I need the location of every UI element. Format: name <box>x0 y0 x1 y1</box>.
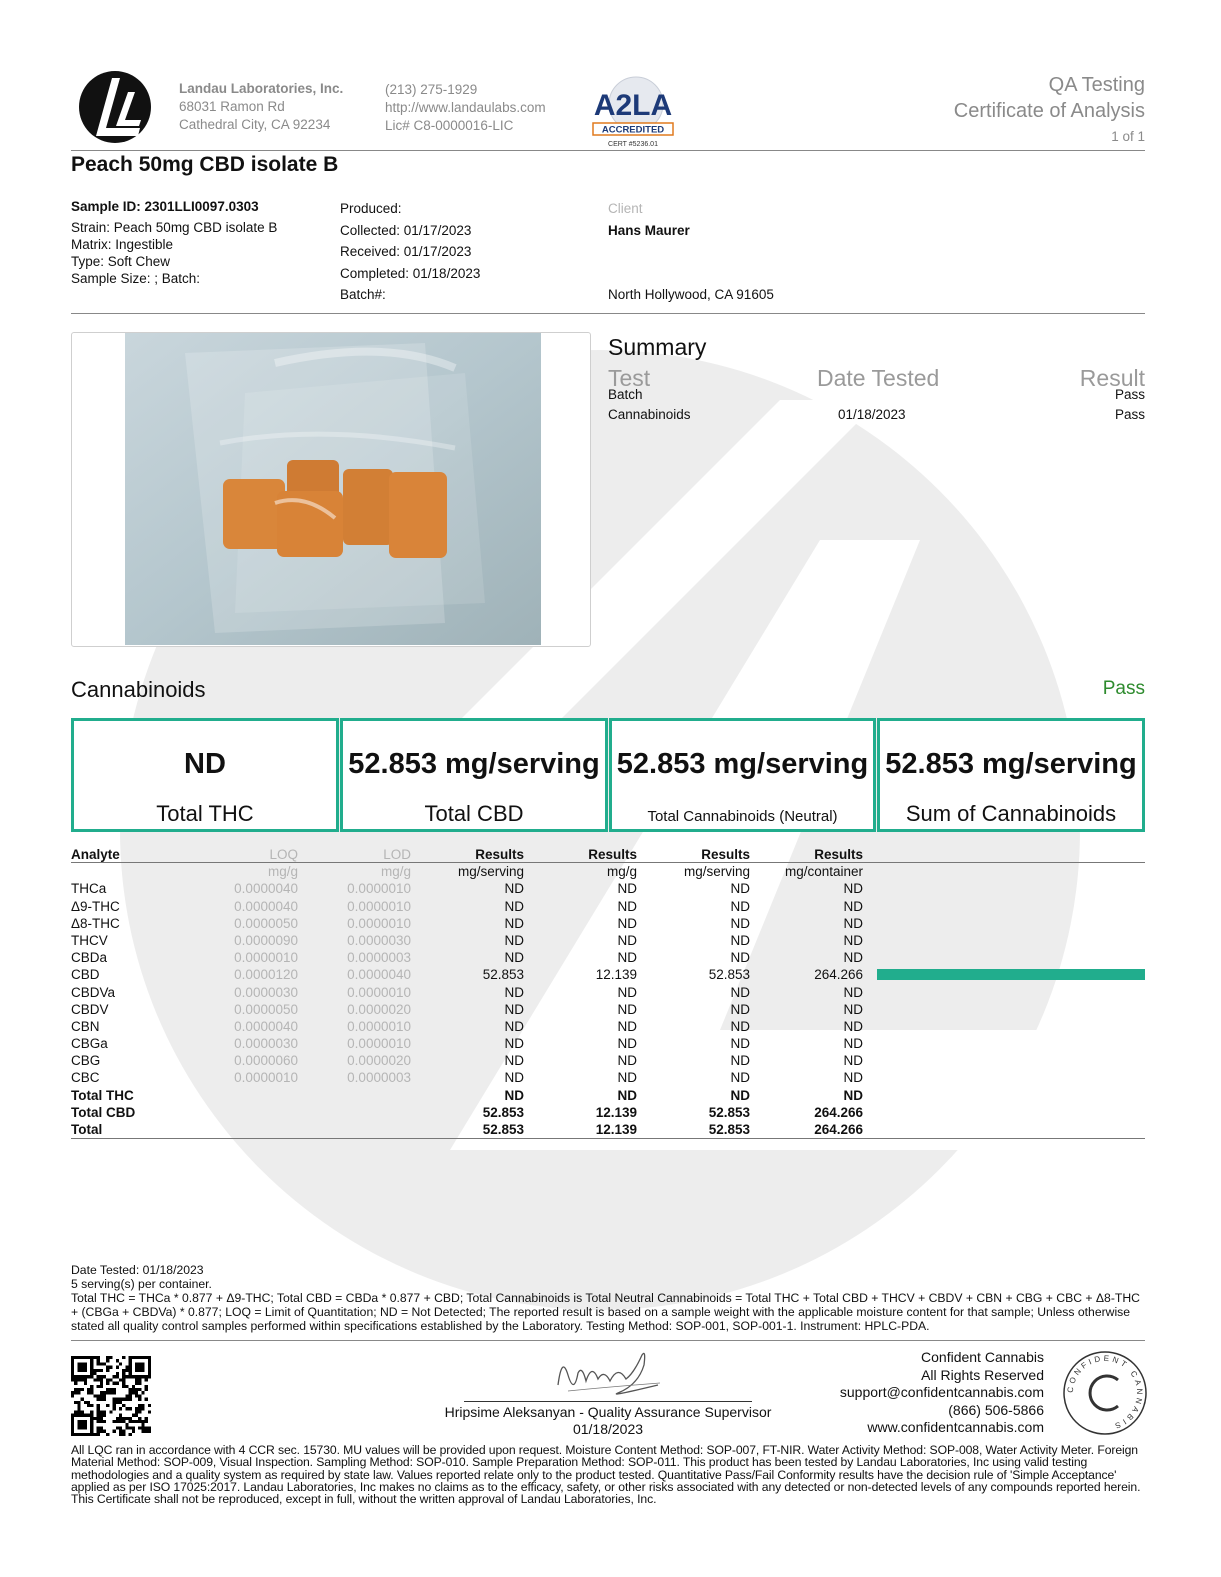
table-cell: 0.0000090 <box>234 932 298 948</box>
total-thc-label: Total THC <box>156 801 254 826</box>
notes-servings: 5 serving(s) per container. <box>71 1277 212 1291</box>
unit-results-2: mg/g <box>606 864 637 880</box>
table-cell: ND <box>730 898 750 914</box>
a2la-mark: A2LA <box>593 89 673 122</box>
cbd-result-bar <box>877 969 1145 980</box>
table-row <box>71 915 1145 932</box>
analyte-name: CBDV <box>71 1001 109 1017</box>
page-number: 1 of 1 <box>1111 129 1145 144</box>
total-cbd-card <box>340 718 608 832</box>
table-cell: ND <box>617 950 637 966</box>
analyte-name: Δ8-THC <box>71 915 120 931</box>
signer-name: Hripsime Aleksanyan - Quality Assurance Supervisor <box>444 1404 772 1420</box>
cannabinoids-status: Pass <box>1102 678 1145 699</box>
client-label: Client <box>608 201 643 216</box>
sample-type: Type: Soft Chew <box>71 254 171 269</box>
table-cell: ND <box>730 1087 750 1103</box>
signer-block <box>420 1404 796 1438</box>
summary-row-batch-result: Pass <box>1114 387 1145 402</box>
table-cell: 0.0000060 <box>234 1053 298 1069</box>
table-cell: ND <box>504 881 524 897</box>
total-cbd-label: Total CBD <box>424 801 524 826</box>
unit-loq: mg/g <box>267 864 298 880</box>
product-photo-frame <box>71 332 591 647</box>
table-cell: ND <box>617 984 637 1000</box>
table-cell: ND <box>504 898 524 914</box>
table-cell: 52.853 <box>708 1104 750 1120</box>
table-cell: ND <box>843 1018 863 1034</box>
table-cell: ND <box>617 881 637 897</box>
sample-dates <box>340 198 480 306</box>
product-title: Peach 50mg CBD isolate B <box>71 153 339 176</box>
table-cell: 12.139 <box>595 967 637 983</box>
table-row <box>71 1052 1145 1069</box>
table-cell: ND <box>617 1036 637 1052</box>
analyte-name: Total THC <box>71 1087 134 1103</box>
table-cell: ND <box>617 1018 637 1034</box>
sample-info <box>71 198 277 287</box>
table-units-row <box>71 863 1145 880</box>
summary-row-cannabinoids-test: Cannabinoids <box>608 407 691 422</box>
table-cell: 0.0000030 <box>347 932 411 948</box>
analyte-name: CBG <box>71 1053 101 1069</box>
unit-results-1: mg/serving <box>457 864 524 880</box>
total-cannabinoids-value: 52.853 mg/serving <box>616 748 869 780</box>
summary-row-cannabinoids-result: Pass <box>1114 407 1145 422</box>
table-cell: ND <box>730 984 750 1000</box>
lab-contact-block <box>385 81 546 135</box>
table-cell: 0.0000020 <box>347 1053 411 1069</box>
table-cell: ND <box>730 915 750 931</box>
client-name: Hans Maurer <box>608 222 690 238</box>
notes-date-tested: Date Tested: 01/18/2023 <box>71 1263 204 1277</box>
confident-cannabis-block <box>840 1349 1044 1437</box>
unit-lod: mg/g <box>380 864 411 880</box>
table-cell: 0.0000050 <box>234 1001 298 1017</box>
cc-seal-text: CONFIDENT CANNABIS <box>1065 1353 1145 1432</box>
table-cell: ND <box>843 898 863 914</box>
table-cell: 0.0000010 <box>347 984 411 1000</box>
analyte-name: CBDVa <box>71 984 116 1000</box>
table-cell: ND <box>504 1053 524 1069</box>
table-cell: 0.0000040 <box>347 967 411 983</box>
table-cell: ND <box>843 915 863 931</box>
summary-header-test: Test <box>608 365 651 391</box>
table-row <box>71 949 1145 966</box>
disclaimer-text: All LQC ran in accordance with 4 CCR sec. 15730. MU values will be provided upon request. Moisture Content Method: SOP-007, FT-NIR. Water Activity Method: SOP-008, Water Activity Meter. Foreign Material Method: SOP-009, Visual Inspection. Sampling Method: SOP-010. Sample Preparation Method: SOP-011. This product has been tested by Landau Laboratories, Inc using valid testing methodologies and a quality system as required by state law. Values reported relate only to the product tested. Quantitative Pass/Fail Conformity results have the decision rule of 'Simple Acceptance' applied as per ISO 17025:2017. Landau Laboratories, Inc makes no claims as to the efficacy, safety, or other risks associated with any detected or non-detected levels of any compounds reported herein. This Certificate shall not be reproduced, except in full, without the written approval of Landau Laboratories, Inc. <box>71 1443 1141 1507</box>
analyte-name: THCV <box>71 932 108 948</box>
sum-cannabinoids-value: 52.853 mg/serving <box>885 748 1137 780</box>
table-cell: 52.853 <box>482 967 524 983</box>
table-cell: ND <box>504 1036 524 1052</box>
received-date: Received: 01/17/2023 <box>340 244 472 259</box>
table-cell: 0.0000030 <box>234 984 298 1000</box>
lab-website[interactable]: http://www.landaulabs.com <box>385 100 546 115</box>
col-lod: LOD <box>383 847 411 862</box>
lab-address-line1: 68031 Ramon Rd <box>179 99 285 114</box>
client-info <box>608 198 774 306</box>
landau-labs-logo <box>78 70 152 144</box>
col-analyte: Analyte <box>71 847 120 862</box>
produced-date: Produced: <box>340 201 402 216</box>
qr-code[interactable] <box>71 1356 151 1436</box>
lab-address-block <box>179 80 343 134</box>
analyte-name: CBC <box>71 1070 100 1086</box>
table-cell: ND <box>843 1070 863 1086</box>
analyte-name: CBN <box>71 1018 100 1034</box>
analyte-name: THCa <box>71 881 107 897</box>
table-cell: 12.139 <box>595 1122 637 1137</box>
table-cell: 264.266 <box>814 967 863 983</box>
table-cell: 0.0000120 <box>234 967 298 983</box>
analyte-name: CBD <box>71 967 100 983</box>
total-thc-value: ND <box>184 748 226 780</box>
confident-cannabis-seal <box>1062 1350 1148 1436</box>
accredited-label: ACCREDITED <box>601 124 665 136</box>
table-row <box>71 1035 1145 1052</box>
cc-name: Confident Cannabis <box>921 1349 1044 1365</box>
table-cell: ND <box>617 1053 637 1069</box>
table-cell: 0.0000010 <box>347 1036 411 1052</box>
collected-date: Collected: 01/17/2023 <box>340 222 472 238</box>
table-cell: 0.0000010 <box>347 1018 411 1034</box>
table-cell: ND <box>843 1087 863 1103</box>
table-cell: 0.0000030 <box>234 1036 298 1052</box>
table-row <box>71 1069 1145 1086</box>
total-cannabinoids-label: Total Cannabinoids (Neutral) <box>647 808 838 825</box>
table-cell: ND <box>617 1001 637 1017</box>
table-cell: ND <box>843 932 863 948</box>
table-cell: ND <box>730 881 750 897</box>
col-results-mg-serving: Results <box>475 847 524 862</box>
table-totals <box>71 1087 1145 1140</box>
table-row <box>71 1001 1145 1018</box>
info-divider <box>71 313 1145 314</box>
table-row <box>71 1121 1145 1138</box>
analyte-name: Total <box>71 1122 103 1137</box>
table-cell: ND <box>730 1070 750 1086</box>
table-header-row <box>71 846 1145 863</box>
table-cell: ND <box>504 950 524 966</box>
cc-phone: (866) 506-5866 <box>948 1401 1044 1418</box>
sample-id: Sample ID: 2301LLI0097.0303 <box>71 199 259 214</box>
notes-divider <box>71 1340 1145 1341</box>
lab-license: Lic# C8-0000016-LIC <box>385 118 514 133</box>
cc-email[interactable]: support@confidentcannabis.com <box>839 1384 1044 1400</box>
table-cell: 12.139 <box>595 1104 637 1120</box>
table-cell: ND <box>730 1053 750 1069</box>
analyte-name: Δ9-THC <box>71 898 120 914</box>
table-cell: ND <box>504 1087 524 1103</box>
summary-row-cannabinoids-date: 01/18/2023 <box>838 407 906 422</box>
header-divider <box>71 150 1145 151</box>
table-cell: ND <box>617 1070 637 1086</box>
analyte-name: CBDa <box>71 950 108 966</box>
table-cell: ND <box>504 915 524 931</box>
cc-website[interactable]: www.confidentcannabis.com <box>867 1419 1044 1435</box>
table-cell: ND <box>617 1087 637 1103</box>
col-results-mg-container: Results <box>814 847 863 862</box>
table-cell: ND <box>504 984 524 1000</box>
table-cell: 52.853 <box>708 1122 750 1137</box>
table-cell: 52.853 <box>482 1122 524 1137</box>
cc-rights: All Rights Reserved <box>921 1366 1044 1383</box>
table-cell: ND <box>617 915 637 931</box>
table-cell: ND <box>504 1018 524 1034</box>
col-results-mg-g: Results <box>588 847 637 862</box>
table-cell: 0.0000010 <box>347 898 411 914</box>
table-cell: ND <box>730 1018 750 1034</box>
table-cell: 0.0000010 <box>347 915 411 931</box>
product-photo <box>125 333 541 645</box>
sample-size: Sample Size: ; Batch: <box>71 271 201 286</box>
sample-matrix: Matrix: Ingestible <box>71 237 174 252</box>
summary-title: Summary <box>608 334 707 360</box>
total-cannabinoids-card <box>609 718 876 832</box>
table-cell: ND <box>730 1001 750 1017</box>
batch-number: Batch#: <box>340 287 386 302</box>
client-city: North Hollywood, CA 91605 <box>608 287 774 302</box>
unit-results-3: mg/serving <box>683 864 750 880</box>
table-cell: 0.0000010 <box>234 1070 298 1086</box>
table-cell: ND <box>504 932 524 948</box>
table-cell: ND <box>843 950 863 966</box>
table-cell: 0.0000050 <box>234 915 298 931</box>
table-cell: 0.0000010 <box>347 881 411 897</box>
summary-header-date: Date Tested <box>817 365 940 391</box>
table-cell: ND <box>504 1070 524 1086</box>
a2la-accreditation-badge <box>590 76 676 150</box>
table-cell: 0.0000003 <box>347 1070 411 1086</box>
table-row <box>71 880 1145 897</box>
table-cell: ND <box>843 1001 863 1017</box>
table-cell: ND <box>730 932 750 948</box>
doc-title-line2: Certificate of Analysis <box>953 100 1145 122</box>
analyte-name: CBGa <box>71 1036 108 1052</box>
analysis-notes <box>71 1263 1145 1333</box>
lab-name: Landau Laboratories, Inc. <box>179 81 344 96</box>
table-row <box>71 932 1145 949</box>
table-cell: ND <box>730 950 750 966</box>
col-results-mg-serving-2: Results <box>701 847 750 862</box>
table-cell: 0.0000010 <box>234 950 298 966</box>
table-row <box>71 984 1145 1001</box>
table-cell: ND <box>730 1036 750 1052</box>
signature-line <box>464 1401 752 1402</box>
completed-date: Completed: 01/18/2023 <box>340 265 481 281</box>
cannabinoids-title: Cannabinoids <box>71 677 206 702</box>
table-row <box>71 966 1145 983</box>
table-cell: ND <box>617 898 637 914</box>
sum-cannabinoids-card <box>877 718 1145 832</box>
table-cell: ND <box>504 1001 524 1017</box>
table-cell: 264.266 <box>814 1122 863 1137</box>
table-cell: 0.0000040 <box>234 881 298 897</box>
table-cell: 0.0000020 <box>347 1001 411 1017</box>
table-cell: 0.0000040 <box>234 898 298 914</box>
document-title <box>954 72 1145 124</box>
table-cell: 52.853 <box>708 967 750 983</box>
doc-title-line1: QA Testing <box>1048 74 1145 96</box>
signoff-date: 01/18/2023 <box>572 1421 644 1437</box>
table-cell: ND <box>843 881 863 897</box>
table-row <box>71 1104 1145 1121</box>
total-thc-card <box>71 718 339 832</box>
table-cell: 0.0000040 <box>234 1018 298 1034</box>
summary-row-batch-test: Batch <box>608 387 643 402</box>
table-row <box>71 1018 1145 1035</box>
signature-image <box>548 1345 668 1403</box>
table-cell: 52.853 <box>482 1104 524 1120</box>
sample-strain: Strain: Peach 50mg CBD isolate B <box>71 220 278 235</box>
table-body <box>71 880 1145 1086</box>
table-cell: ND <box>617 932 637 948</box>
analyte-name: Total CBD <box>71 1104 136 1120</box>
total-cbd-value: 52.853 mg/serving <box>348 748 600 780</box>
sum-cannabinoids-label: Sum of Cannabinoids <box>905 801 1117 826</box>
unit-results-4: mg/container <box>784 864 863 880</box>
table-cell: ND <box>843 984 863 1000</box>
table-cell: ND <box>843 1053 863 1069</box>
lab-address-line2: Cathedral City, CA 92234 <box>179 117 331 132</box>
notes-formula: Total THC = THCa * 0.877 + Δ9-THC; Total CBD = CBDa * 0.877 + CBD; Total Cannabinoids is Total Neutral Cannabinoids = Total THC + Total CBD + THCV + CBDV + CBN + CBG + CBC + Δ8-THC + (CBGa + CBDVa) * 0.877; LOQ = Limit of Quantitation; ND = Not Detected; The reported result is based on a sample weight with the applicable moisture content for that sample; Unless otherwise stated all quality control samples performed within specifications established by the Laboratory. Testing Method: SOP-001, SOP-001-1. Instrument: HPLC-PDA. <box>71 1291 1140 1333</box>
table-cell: 0.0000003 <box>347 950 411 966</box>
table-cell: ND <box>843 1036 863 1052</box>
table-row <box>71 1087 1145 1104</box>
table-row <box>71 898 1145 915</box>
table-cell: 264.266 <box>814 1104 863 1120</box>
lab-phone: (213) 275-1929 <box>385 82 478 97</box>
summary-header-result: Result <box>1079 365 1145 391</box>
col-loq: LOQ <box>269 847 298 862</box>
cannabinoid-results-table <box>71 846 1145 1139</box>
cert-number: CERT #5236.01 <box>608 141 658 148</box>
